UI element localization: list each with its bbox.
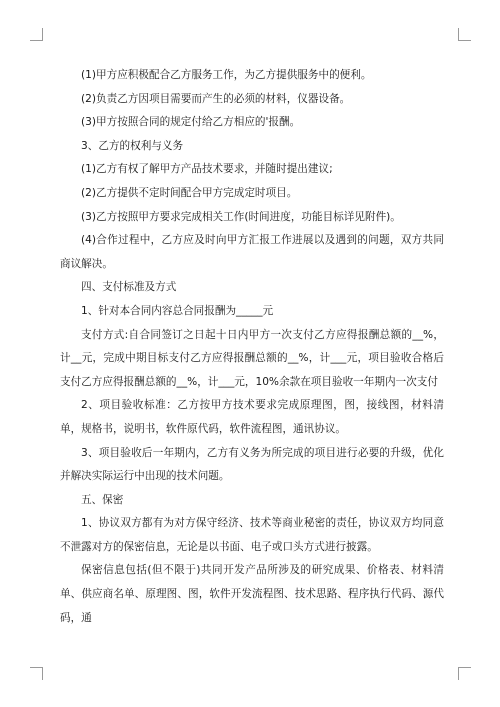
paragraph: 2、项目验收标准：乙方按甲方技术要求完成原理图，图，接线图，材料清单，规格书，说明书，软件原代码，软件流程图，通讯协议。 [60,399,444,435]
crop-mark-bottom-right [458,667,471,680]
paragraph: (4)合作过程中，乙方应及时向甲方汇报工作进展以及遇到的问题，双方共同商议解决。 [60,234,444,270]
paragraph: (1)乙方有权了解甲方产品技术要求，并随时提出建议; [81,163,333,176]
paragraph: (3)甲方按照合同的规定付给乙方相应的'报酬。 [81,116,301,129]
paragraph: (1)甲方应积极配合乙方服务工作，为乙方提供服务中的便利。 [81,69,372,81]
paragraph: (3)乙方按照甲方要求完成相关工作(时间进度，功能目标详见附件)。 [81,210,401,223]
crop-mark-bottom-left [30,667,43,680]
paragraph: 1、协议双方都有为对方保守经济、技术等商业秘密的责任，协议双方均同意不泄露对方的保密信息，无论是以书面、电子或口头方式进行披露。 [60,517,444,553]
paragraph: 支付方式:自合同签订之日起十日内甲方一次支付乙方应得报酬总额的__%，计__元，完成中期目标支付乙方应得报酬总额的__%，计___元，项目验收合格后支付乙方应得报酬总额的__%，计___元，10%余款在项目验收一年期内一次支付 [60,328,444,388]
paragraph: (2)乙方提供不定时间配合甲方完成定时项目。 [81,186,298,199]
paragraph: (2)负责乙方因项目需要而产生的必须的材料，仪器设备。 [81,92,351,105]
section-heading: 3、乙方的权利与义务 [81,139,184,152]
document-page [60,64,444,630]
crop-mark-top-right [458,28,471,41]
section-heading: 四、支付标准及方式 [81,281,177,294]
section-heading: 五、保密 [81,493,124,506]
crop-mark-top-left [30,28,43,41]
paragraph: 保密信息包括(但不限于)共同开发产品所涉及的研究成果、价格表、材料清单、供应商名单、原理图、图，软件开发流程图、技术思路、程序执行代码、源代码，通 [60,564,444,624]
paragraph: 3、项目验收后一年期内，乙方有义务为所完成的项目进行必要的升级，优化并解决实际运行中出现的技术问题。 [60,446,444,483]
paragraph: 1、针对本合同内容总合同报酬为_____元 [81,304,274,317]
